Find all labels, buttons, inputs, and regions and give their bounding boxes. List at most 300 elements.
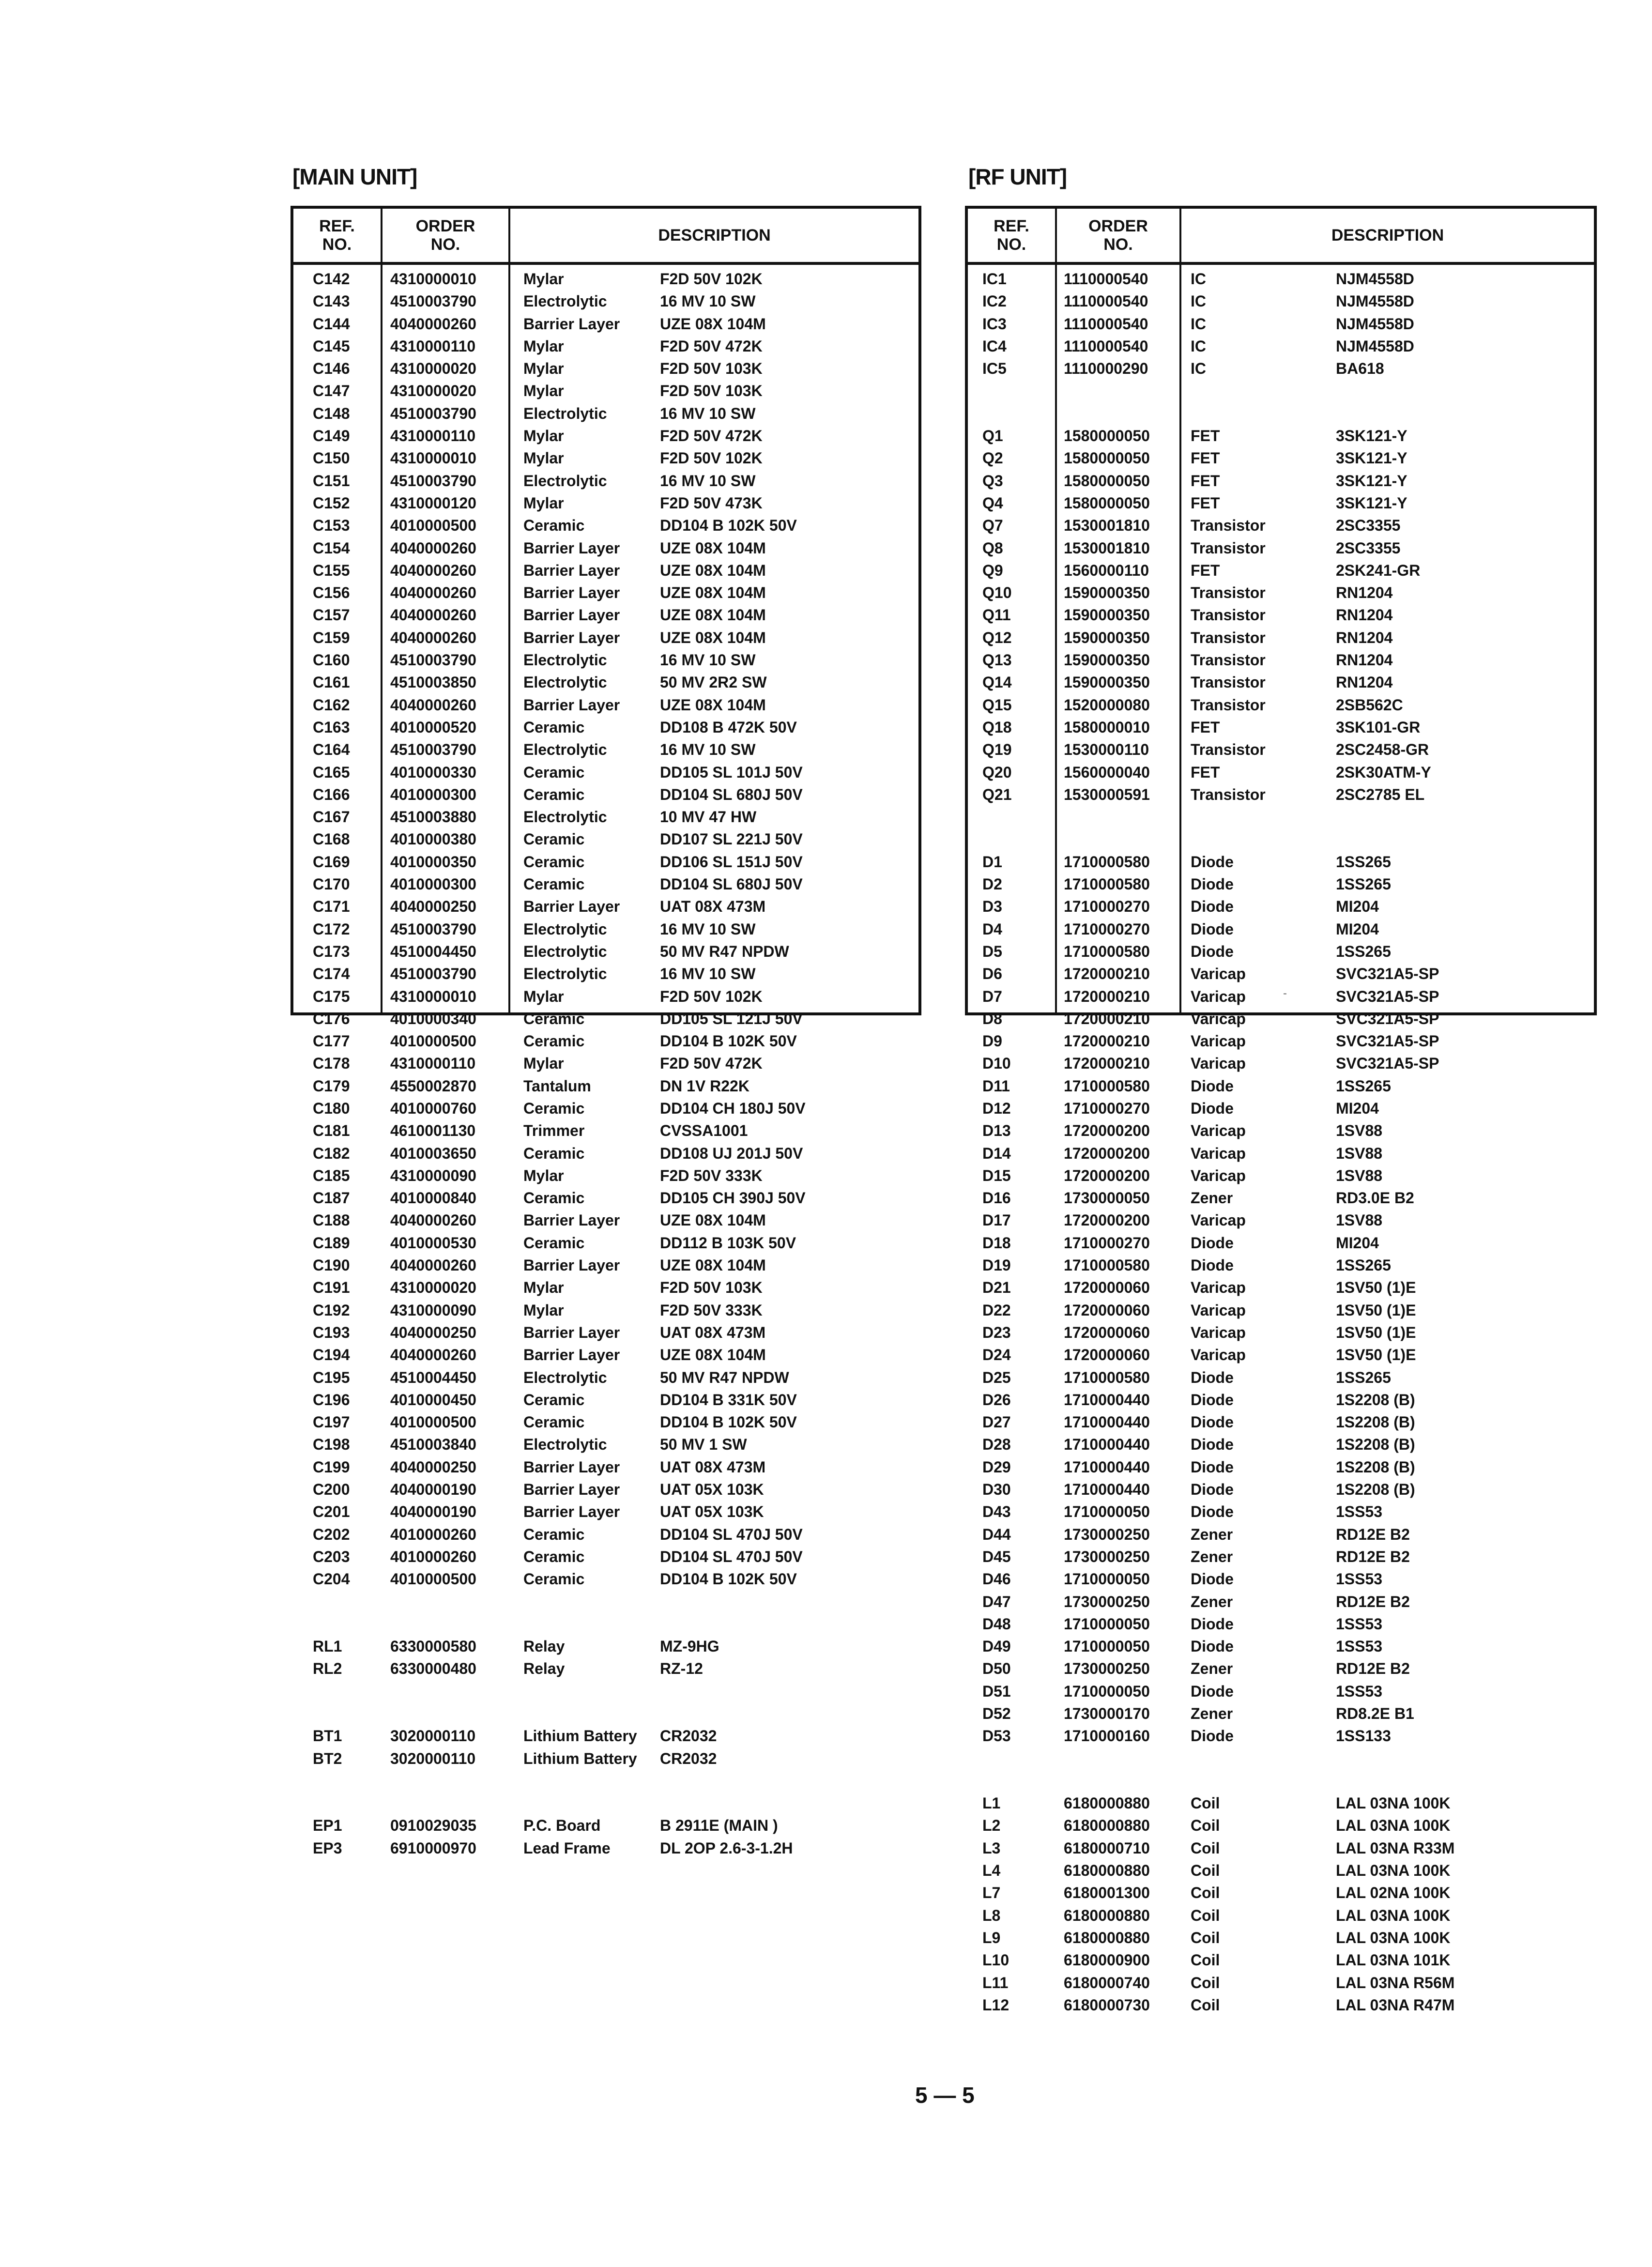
header-ref-line2: NO. (322, 235, 352, 254)
spec-cell: UAT 08X 473M (660, 1458, 766, 1476)
order-no-cell: 1710000440 (1064, 1481, 1150, 1499)
order-no-cell: 4550002870 (390, 1077, 476, 1095)
table-row (968, 1859, 1594, 1882)
order-no-cell: 1710000440 (1064, 1458, 1150, 1476)
order-no-cell: 1710000580 (1064, 1368, 1150, 1386)
spec-cell: 16 MV 10 SW (660, 741, 756, 759)
description-cell: Diode (1191, 1503, 1234, 1521)
table-row (293, 1702, 918, 1725)
ref-no-cell: C195 (313, 1368, 350, 1386)
description-cell: Varicap (1191, 1323, 1246, 1341)
table-row (293, 582, 918, 604)
order-no-cell: 4310000010 (390, 449, 476, 467)
order-no-cell: 4310000020 (390, 360, 476, 378)
ref-no-cell: Q21 (982, 785, 1012, 803)
table-row (968, 1344, 1594, 1366)
spec-cell: F2D 50V 473K (660, 494, 763, 512)
ref-no-cell: D47 (982, 1593, 1011, 1610)
spec-cell: SVC321A5-SP (1336, 987, 1439, 1005)
spec-cell: LAL 03NA 100K (1336, 1862, 1451, 1880)
description-cell: FET (1191, 718, 1220, 736)
description-cell: Mylar (523, 427, 564, 445)
table-row (293, 1770, 918, 1792)
table-row (293, 895, 918, 918)
order-no-cell: 4310000020 (390, 382, 476, 400)
ref-no-cell: D45 (982, 1547, 1011, 1565)
description-cell: Zener (1191, 1705, 1233, 1722)
order-no-cell: 4310000110 (390, 337, 476, 355)
order-no-cell: 1710000050 (1064, 1570, 1150, 1588)
order-no-cell: 1530000110 (1064, 741, 1149, 759)
table-row (293, 963, 918, 985)
table-row (293, 1680, 918, 1702)
table-row (293, 1568, 918, 1590)
description-cell: Ceramic (523, 1234, 585, 1252)
ref-no-cell: D46 (982, 1570, 1011, 1588)
description-cell: Mylar (523, 382, 564, 400)
ref-no-cell: Q13 (982, 651, 1012, 669)
spec-cell: DD104 B 102K 50V (660, 1570, 797, 1588)
spec-cell: RZ-12 (660, 1660, 703, 1678)
order-no-cell: 4040000250 (390, 898, 476, 916)
table-row (293, 1389, 918, 1411)
order-no-cell: 1530000591 (1064, 785, 1150, 803)
table-row (968, 761, 1594, 783)
order-no-cell: 4310000110 (390, 1055, 476, 1072)
spec-cell: DD107 SL 221J 50V (660, 830, 803, 848)
table-row (968, 492, 1594, 514)
ref-no-cell: L11 (982, 1974, 1009, 1991)
spec-cell: 2SC3355 (1336, 517, 1401, 535)
order-no-cell: 6180000710 (1064, 1839, 1150, 1857)
order-no-cell: 1710000270 (1064, 1234, 1150, 1252)
description-cell: Barrier Layer (523, 539, 620, 557)
ref-no-cell: C185 (313, 1166, 350, 1184)
ref-no-cell: C146 (313, 360, 350, 378)
description-cell: Mylar (523, 1055, 564, 1072)
description-cell: Coil (1191, 1929, 1220, 1946)
order-no-cell: 1720000210 (1064, 1010, 1150, 1027)
order-no-cell: 1110000540 (1064, 337, 1148, 355)
ref-no-cell: C162 (313, 696, 350, 714)
description-cell: Coil (1191, 1884, 1220, 1902)
table-row (968, 268, 1594, 290)
ref-no-cell: EP3 (313, 1839, 342, 1857)
ref-no-cell: Q14 (982, 674, 1012, 691)
order-no-cell: 1710000050 (1064, 1503, 1150, 1521)
order-no-cell: 1590000350 (1064, 674, 1150, 691)
ref-no-cell: C147 (313, 382, 350, 400)
description-cell: Varicap (1191, 1122, 1246, 1140)
spec-cell: UZE 08X 104M (660, 584, 766, 602)
order-no-cell: 4040000250 (390, 1458, 476, 1476)
spec-cell: 1SS53 (1336, 1638, 1383, 1655)
ref-no-cell: Q20 (982, 763, 1012, 781)
description-cell: Electrolytic (523, 808, 607, 826)
order-no-cell: 1710000440 (1064, 1413, 1150, 1431)
ref-no-cell: C144 (313, 315, 350, 333)
order-no-cell: 1710000580 (1064, 853, 1150, 871)
spec-cell: 1S2208 (B) (1336, 1436, 1415, 1454)
order-no-cell: 4510004450 (390, 1368, 476, 1386)
order-no-cell: 1710000580 (1064, 1077, 1150, 1095)
ref-no-cell: C176 (313, 1010, 350, 1027)
ref-no-cell: D25 (982, 1368, 1011, 1386)
table-row (968, 694, 1594, 716)
ref-no-cell: D44 (982, 1525, 1011, 1543)
table-row (293, 268, 918, 290)
ref-no-cell: C178 (313, 1055, 350, 1072)
order-no-cell: 1110000540 (1064, 292, 1148, 310)
order-no-cell: 1710000050 (1064, 1638, 1150, 1655)
table-row (968, 425, 1594, 447)
order-no-cell: 1580000010 (1064, 718, 1150, 736)
description-cell: Barrier Layer (523, 606, 620, 624)
table-row (968, 1187, 1594, 1209)
description-cell: Diode (1191, 942, 1234, 960)
order-no-cell: 4010000520 (390, 718, 476, 736)
spec-cell: 1S2208 (B) (1336, 1413, 1415, 1431)
ref-no-cell: C174 (313, 965, 350, 983)
order-no-cell: 4510003790 (390, 292, 476, 310)
table-row (293, 1008, 918, 1030)
spec-cell: DD104 SL 470J 50V (660, 1525, 803, 1543)
description-cell: Diode (1191, 1413, 1234, 1431)
ref-no-cell: L2 (982, 1817, 1001, 1835)
ref-no-cell: L4 (982, 1862, 1001, 1880)
description-cell: Barrier Layer (523, 1211, 620, 1229)
order-no-cell: 1110000540 (1064, 315, 1148, 333)
description-cell: Barrier Layer (523, 315, 620, 333)
description-cell: Transistor (1191, 741, 1266, 759)
description-cell: Electrolytic (523, 674, 607, 691)
description-cell: Varicap (1191, 1166, 1246, 1184)
spec-cell: 50 MV 1 SW (660, 1436, 747, 1454)
ref-no-cell: C196 (313, 1391, 350, 1409)
spec-cell: RN1204 (1336, 606, 1393, 624)
ref-no-cell: IC2 (982, 292, 1007, 310)
description-cell: Lithium Battery (523, 1727, 637, 1745)
table-row (293, 1030, 918, 1052)
table-row (293, 1411, 918, 1433)
spec-cell: F2D 50V 102K (660, 270, 763, 288)
order-no-cell: 4510003790 (390, 920, 476, 938)
table-row (968, 1411, 1594, 1433)
ref-no-cell: C161 (313, 674, 350, 691)
table-row (968, 1164, 1594, 1187)
spec-cell: RN1204 (1336, 628, 1393, 646)
order-no-cell: 1720000060 (1064, 1323, 1150, 1341)
order-no-cell: 1710000050 (1064, 1615, 1150, 1633)
description-cell: Zener (1191, 1525, 1233, 1543)
table-row (968, 1097, 1594, 1119)
description-cell: Varicap (1191, 987, 1246, 1005)
order-no-cell: 1720000210 (1064, 965, 1150, 983)
description-cell: Mylar (523, 270, 564, 288)
description-cell: Diode (1191, 1256, 1234, 1274)
stray-mark: - (1283, 987, 1287, 1000)
table-row (968, 1927, 1594, 1949)
spec-cell: 50 MV R47 NPDW (660, 1368, 789, 1386)
description-cell: Barrier Layer (523, 584, 620, 602)
order-no-cell: 6330000480 (390, 1660, 476, 1678)
ref-no-cell: EP1 (313, 1817, 342, 1835)
description-cell: IC (1191, 360, 1206, 378)
description-cell: FET (1191, 494, 1220, 512)
ref-no-cell: Q12 (982, 628, 1012, 646)
order-no-cell: 4310000090 (390, 1166, 476, 1184)
spec-cell: NJM4558D (1336, 270, 1414, 288)
ref-no-cell: IC1 (982, 270, 1007, 288)
description-cell: Ceramic (523, 1391, 585, 1409)
spec-cell: MI204 (1336, 898, 1379, 916)
order-no-cell: 1720000060 (1064, 1279, 1150, 1297)
spec-cell: 16 MV 10 SW (660, 651, 756, 669)
description-cell: FET (1191, 763, 1220, 781)
ref-no-cell: D7 (982, 987, 1002, 1005)
ref-no-cell: Q8 (982, 539, 1003, 557)
spec-cell: RD12E B2 (1336, 1660, 1410, 1678)
description-cell: Transistor (1191, 674, 1266, 691)
ref-no-cell: BT2 (313, 1749, 342, 1767)
table-row (293, 940, 918, 963)
description-cell: FET (1191, 561, 1220, 579)
ref-no-cell: RL2 (313, 1660, 342, 1678)
order-no-cell: 4010000500 (390, 1413, 476, 1431)
table-row (293, 1433, 918, 1455)
table-row (293, 447, 918, 469)
description-cell: Electrolytic (523, 404, 607, 422)
order-no-cell: 0910029035 (390, 1817, 476, 1835)
order-no-cell: 4010000500 (390, 1570, 476, 1588)
header-description-label: DESCRIPTION (1331, 226, 1444, 245)
description-cell: Electrolytic (523, 942, 607, 960)
order-no-cell: 1720000210 (1064, 987, 1150, 1005)
order-no-cell: 1730000250 (1064, 1525, 1150, 1543)
table-row (293, 671, 918, 693)
order-no-cell: 4510004450 (390, 942, 476, 960)
table-row (293, 1119, 918, 1142)
order-no-cell: 4010000760 (390, 1099, 476, 1117)
order-no-cell: 1590000350 (1064, 628, 1150, 646)
spec-cell: UZE 08X 104M (660, 1256, 766, 1274)
ref-no-cell: C198 (313, 1436, 350, 1454)
description-cell: Coil (1191, 1996, 1220, 2014)
spec-cell: 1SS53 (1336, 1503, 1383, 1521)
order-no-cell: 4310000010 (390, 270, 476, 288)
header-order-line2: NO. (430, 235, 460, 254)
order-no-cell: 4010000300 (390, 785, 476, 803)
spec-cell: DD104 SL 680J 50V (660, 875, 803, 893)
ref-no-cell: L3 (982, 1839, 1001, 1857)
spec-cell: 2SC2785 EL (1336, 785, 1425, 803)
table-row (293, 806, 918, 828)
order-no-cell: 1730000250 (1064, 1660, 1150, 1678)
page-number: 5 — 5 (915, 2083, 975, 2108)
ref-no-cell: D21 (982, 1279, 1011, 1297)
table-row (293, 1276, 918, 1299)
spec-cell: CR2032 (660, 1749, 717, 1767)
table-row (968, 738, 1594, 761)
table-row (968, 1232, 1594, 1254)
table-row (293, 738, 918, 761)
order-no-cell: 4040000190 (390, 1481, 476, 1499)
order-no-cell: 1720000210 (1064, 1032, 1150, 1050)
description-cell: Ceramic (523, 875, 585, 893)
ref-no-cell: C167 (313, 808, 350, 826)
table-row (293, 851, 918, 873)
description-cell: Coil (1191, 1839, 1220, 1857)
table-row (293, 514, 918, 536)
ref-no-cell: C159 (313, 628, 350, 646)
spec-cell: 1SS53 (1336, 1682, 1383, 1700)
order-no-cell: 1590000350 (1064, 606, 1150, 624)
ref-no-cell: Q18 (982, 718, 1012, 736)
spec-cell: MI204 (1336, 1234, 1379, 1252)
spec-cell: DD104 B 331K 50V (660, 1391, 797, 1409)
order-no-cell: 4010000260 (390, 1525, 476, 1543)
table-row (968, 1276, 1594, 1299)
order-no-cell: 1710000270 (1064, 1099, 1150, 1117)
ref-no-cell: D9 (982, 1032, 1002, 1050)
spec-cell: MI204 (1336, 1099, 1379, 1117)
table-row (968, 1254, 1594, 1276)
description-cell: Tantalum (523, 1077, 591, 1095)
table-row (293, 1164, 918, 1187)
description-cell: Varicap (1191, 1279, 1246, 1297)
description-cell: Barrier Layer (523, 1458, 620, 1476)
order-no-cell: 1710000050 (1064, 1682, 1150, 1700)
description-cell: Lithium Battery (523, 1749, 637, 1767)
order-no-cell: 6180000730 (1064, 1996, 1150, 2014)
description-cell: Ceramic (523, 718, 585, 736)
spec-cell: 1S2208 (B) (1336, 1481, 1415, 1499)
description-cell: Varicap (1191, 1055, 1246, 1072)
table-row (293, 1299, 918, 1321)
description-cell: Diode (1191, 853, 1234, 871)
table-row (968, 873, 1594, 895)
main-unit-table-header (293, 209, 918, 265)
description-cell: Transistor (1191, 539, 1266, 557)
table-row (968, 1837, 1594, 1859)
table-row (968, 716, 1594, 738)
table-row (968, 313, 1594, 335)
table-row (968, 537, 1594, 559)
table-row (293, 627, 918, 649)
order-no-cell: 1710000160 (1064, 1727, 1150, 1745)
ref-no-cell: C151 (313, 472, 350, 490)
order-no-cell: 4510003840 (390, 1436, 476, 1454)
spec-cell: RD8.2E B1 (1336, 1705, 1414, 1722)
ref-no-cell: C172 (313, 920, 350, 938)
rf-unit-table-body (968, 268, 1594, 2016)
table-row (968, 1366, 1594, 1389)
table-row (968, 380, 1594, 402)
description-cell: Ceramic (523, 1413, 585, 1431)
table-row (968, 1814, 1594, 1837)
table-row (968, 1680, 1594, 1702)
table-row (293, 1209, 918, 1231)
ref-no-cell: L7 (982, 1884, 1001, 1902)
order-no-cell: 1720000200 (1064, 1211, 1150, 1229)
spec-cell: 1SV50 (1)E (1336, 1346, 1416, 1364)
ref-no-cell: Q9 (982, 561, 1003, 579)
header-order-no (382, 209, 508, 262)
description-cell: Ceramic (523, 785, 585, 803)
description-cell: Diode (1191, 1391, 1234, 1409)
spec-cell: RD3.0E B2 (1336, 1189, 1414, 1207)
spec-cell: LAL 03NA 100K (1336, 1906, 1451, 1924)
table-row (968, 1008, 1594, 1030)
description-cell: Ceramic (523, 1099, 585, 1117)
table-row (293, 1478, 918, 1501)
order-no-cell: 6180001300 (1064, 1884, 1150, 1902)
order-no-cell: 6180000880 (1064, 1817, 1150, 1835)
order-no-cell: 1530001810 (1064, 539, 1150, 557)
order-no-cell: 1720000200 (1064, 1144, 1150, 1162)
description-cell: Ceramic (523, 1570, 585, 1588)
order-no-cell: 1530001810 (1064, 517, 1150, 535)
order-no-cell: 1580000050 (1064, 449, 1150, 467)
table-row (968, 1119, 1594, 1142)
order-no-cell: 1730000250 (1064, 1547, 1150, 1565)
description-cell: Coil (1191, 1974, 1220, 1991)
spec-cell: LAL 03NA R33M (1336, 1839, 1455, 1857)
description-cell: Ceramic (523, 1010, 585, 1027)
description-cell: Coil (1191, 1862, 1220, 1880)
ref-no-cell: C142 (313, 270, 350, 288)
order-no-cell: 4510003790 (390, 651, 476, 669)
spec-cell: 1SV88 (1336, 1211, 1383, 1229)
spec-cell: 50 MV 2R2 SW (660, 674, 767, 691)
spec-cell: DD104 SL 680J 50V (660, 785, 803, 803)
description-cell: Ceramic (523, 517, 585, 535)
spec-cell: F2D 50V 103K (660, 360, 763, 378)
description-cell: Varicap (1191, 965, 1246, 983)
table-row (968, 1882, 1594, 1904)
ref-no-cell: D17 (982, 1211, 1011, 1229)
table-row (293, 1344, 918, 1366)
description-cell: Ceramic (523, 853, 585, 871)
ref-no-cell: C150 (313, 449, 350, 467)
description-cell: Trimmer (523, 1122, 585, 1140)
description-cell: Diode (1191, 1682, 1234, 1700)
ref-no-cell: C179 (313, 1077, 350, 1095)
header-order-line1: ORDER (415, 217, 475, 235)
order-no-cell: 4040000260 (390, 696, 476, 714)
spec-cell: DD105 SL 121J 50V (660, 1010, 803, 1027)
ref-no-cell: Q3 (982, 472, 1003, 490)
ref-no-cell: BT1 (313, 1727, 342, 1745)
table-row (293, 380, 918, 402)
description-cell: IC (1191, 292, 1206, 310)
spec-cell: DD105 SL 101J 50V (660, 763, 803, 781)
order-no-cell: 4010000330 (390, 763, 476, 781)
ref-no-cell: Q7 (982, 517, 1003, 535)
table-row (968, 1052, 1594, 1074)
order-no-cell: 1710000270 (1064, 920, 1150, 938)
description-cell: Diode (1191, 1234, 1234, 1252)
description-cell: Ceramic (523, 763, 585, 781)
table-row (293, 918, 918, 940)
order-no-cell: 1710000580 (1064, 875, 1150, 893)
order-no-cell: 4310000090 (390, 1301, 476, 1319)
spec-cell: F2D 50V 472K (660, 337, 763, 355)
spec-cell: DD108 UJ 201J 50V (660, 1144, 803, 1162)
ref-no-cell: D51 (982, 1682, 1011, 1700)
order-no-cell: 1730000050 (1064, 1189, 1150, 1207)
table-row (293, 1142, 918, 1164)
